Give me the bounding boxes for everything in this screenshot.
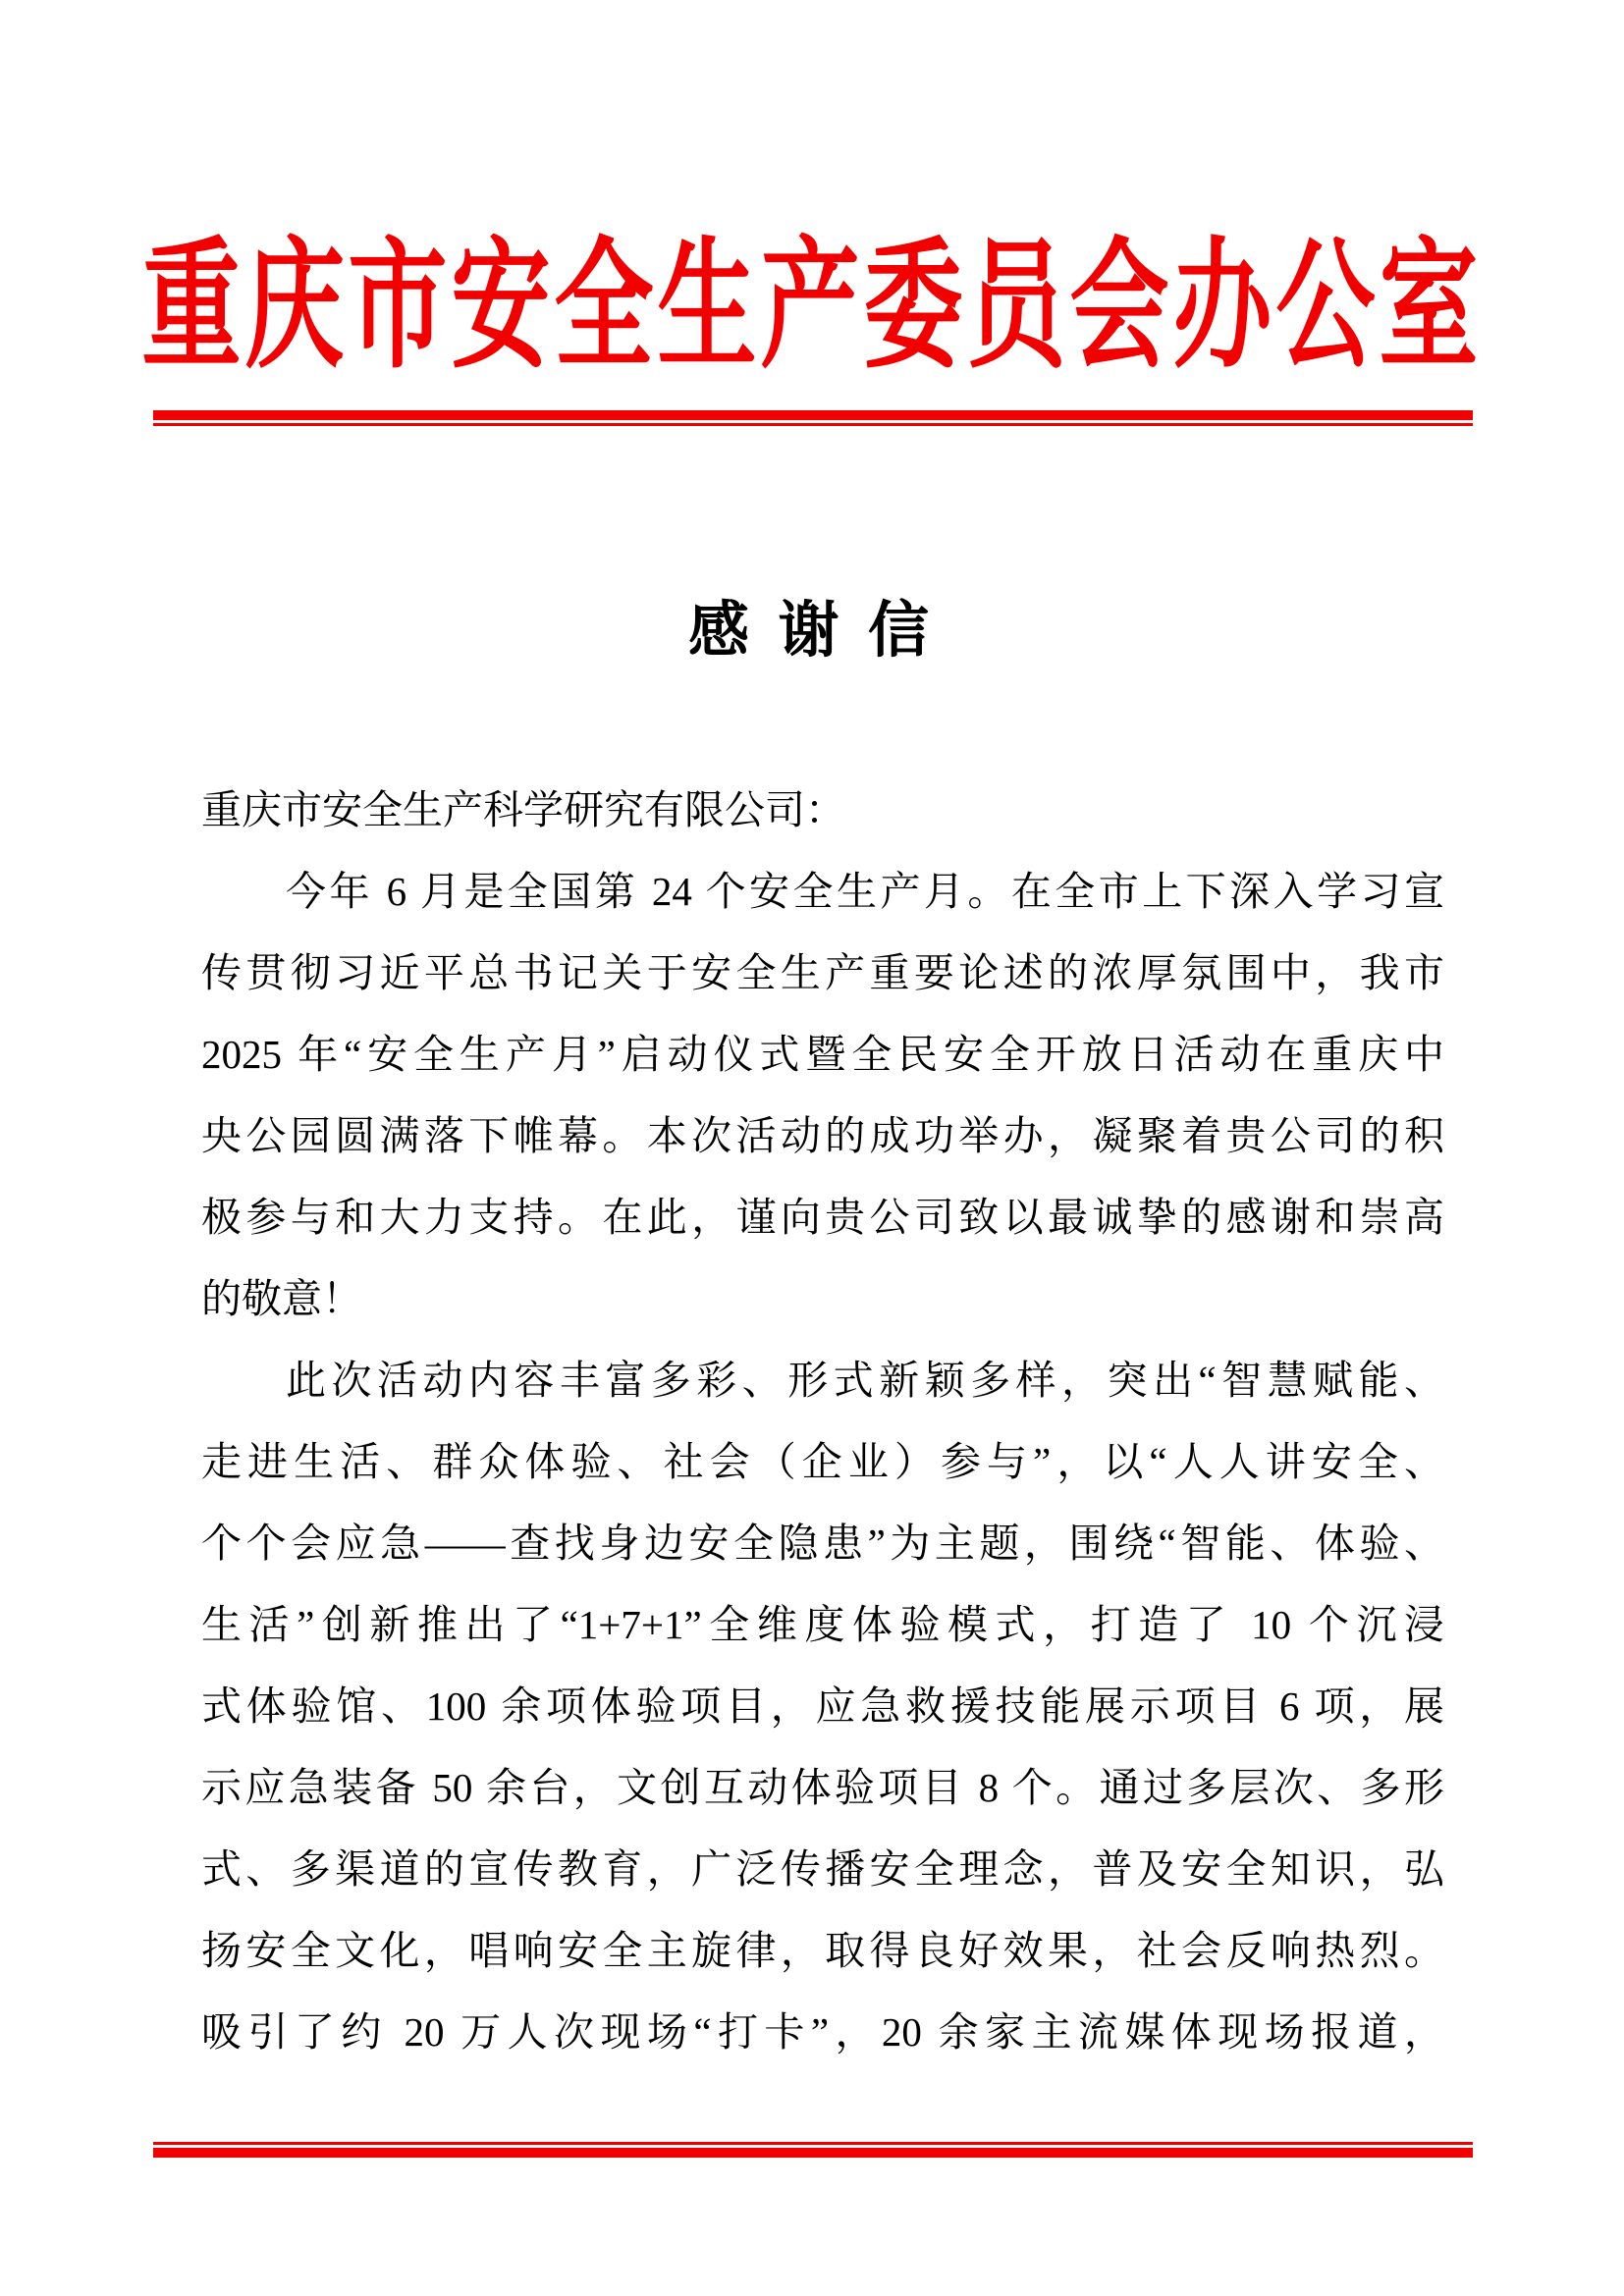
rule-thin-bar [153,423,1473,426]
letter-title: 感 谢 信 [687,598,936,665]
salutation-line: 重庆市安全生产科学研究有限公司： [201,787,845,832]
body-line: 2025 年“安全生产月”启动仪式暨全民安全开放日活动在重庆中 [201,1032,1444,1077]
rule-thick-bar [153,410,1473,420]
body-line: 极参与和大力支持。在此，谨向贵公司致以最诚挚的感谢和崇高 [201,1195,1444,1240]
body-line: 吸引了约 20 万人次现场“打卡”，20 余家主流媒体现场报道， [201,2009,1444,2055]
letterhead-org-name: 重庆市安全生产委员会办公室 [141,229,1483,386]
rule-thin-bar [153,2142,1473,2145]
body-line: 生活”创新推出了“1+7+1”全维度体验模式，打造了 10 个沉浸 [201,1602,1444,1647]
body-line: 示应急装备 50 余台，文创互动体验项目 8 个。通过多层次、多形 [201,1765,1444,1810]
rule-thick-bar [153,2148,1473,2158]
body-line: 式、多渠道的宣传教育，广泛传播安全理念，普及安全知识，弘 [201,1846,1444,1892]
letter-body [201,770,1444,2073]
body-line: 央公园圆满落下帷幕。本次活动的成功举办，凝聚着贵公司的积 [201,1113,1444,1158]
body-line: 走进生活、群众体验、社会（企业）参与”，以“人人讲安全、 [201,1439,1444,1484]
body-line: 此次活动内容丰富多彩、形式新颖多样，突出“智慧赋能、 [286,1358,1444,1403]
footer-double-rule [153,2142,1473,2158]
body-line: 传贯彻习近平总书记关于安全生产重要论述的浓厚氛围中，我市 [201,950,1444,995]
body-line: 扬安全文化，唱响安全主旋律，取得良好效果，社会反响热烈。 [201,1928,1444,1973]
letterhead-double-rule [153,410,1473,426]
body-line: 今年 6 月是全国第 24 个安全生产月。在全市上下深入学习宣 [286,869,1444,914]
body-line: 个个会应急——查找身边安全隐患”为主题，围绕“智能、体验、 [201,1521,1444,1566]
body-line: 的敬意！ [201,1276,362,1321]
body-line: 式体验馆、100 余项体验项目，应急救援技能展示项目 6 项，展 [201,1683,1444,1729]
